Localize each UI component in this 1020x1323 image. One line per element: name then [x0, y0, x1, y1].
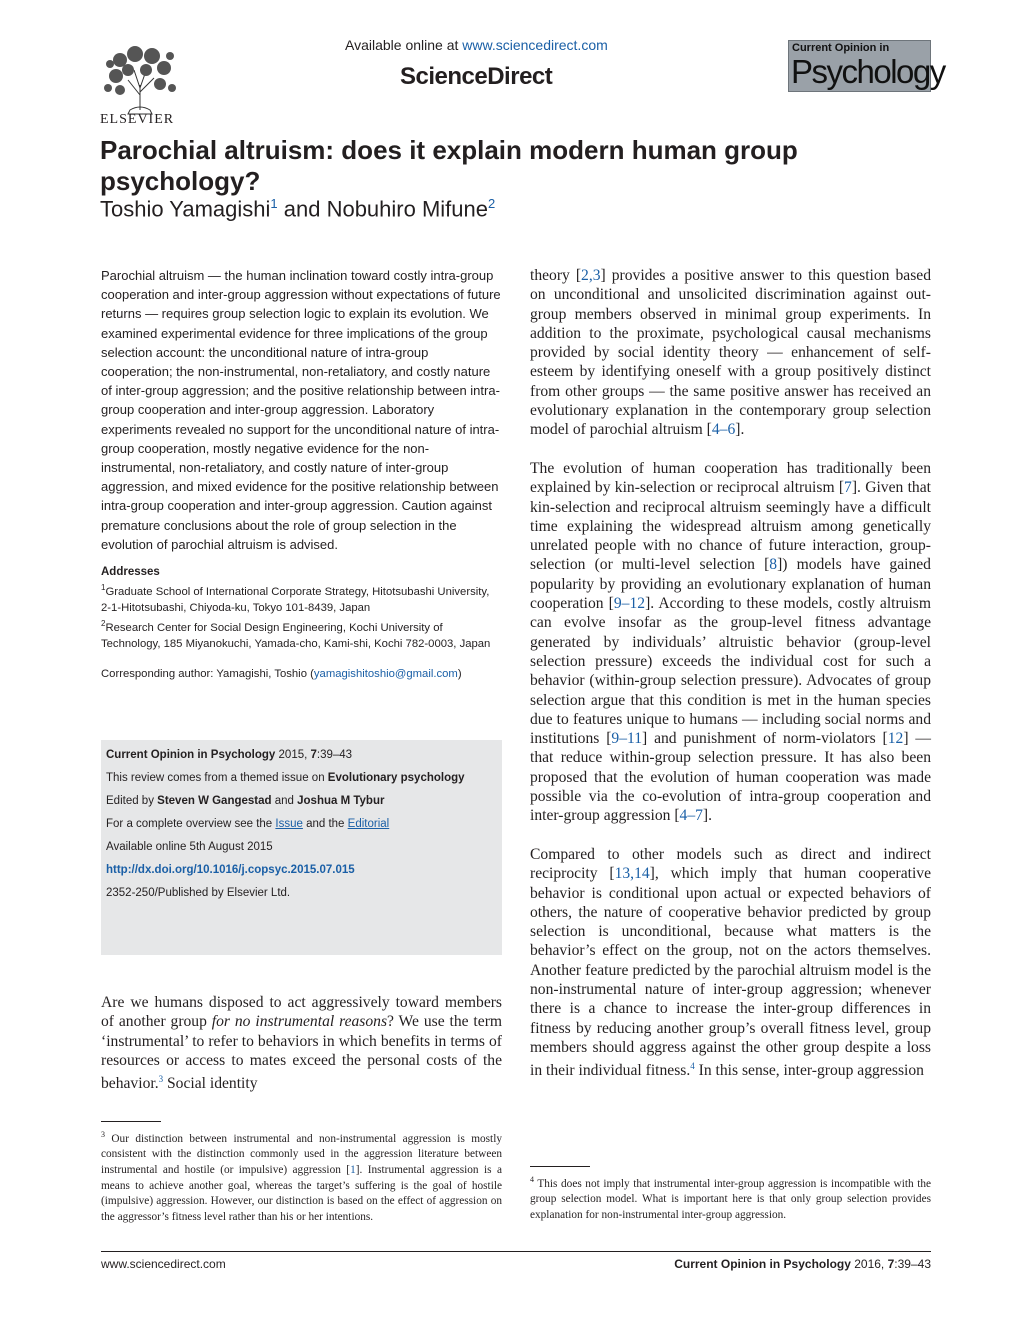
author-2-affiliation[interactable]: 2 [488, 196, 496, 211]
footer-citation: Current Opinion in Psychology 2016, 7:39–43 [674, 1257, 931, 1271]
body-paragraph-2: The evolution of human cooperation has traditionally been explained by kin-selection or reciprocal altruism [7]. Given that kin-selection and reciprocal altruism seemingly have a difficult time explaining the widespread altruism among genetically unrelated people with no chance of future interaction, group-selection (or multi-level selection [8]) models have gained popularity by providing an evolutionary explanation of human cooperation [9–12]. According to these models, costly altruism can evolve insofar as the group-level fitness advantage generated by individuals’ altruistic behavior (group-level selection pressure) exceeds the individual cost for such a behavior (within-group selection pressure). Advocates of group selection argue that this condition is met in the human species due to features unique to humans — including social norms and institutions [9–11] and punishment of norm-violators [12] — that reduce within-group selection pressure. It has also been proposed that the evolution of human cooperation was made possible via the co-evolution of intra-group cooperation and inter-group aggression [4–7]. [530, 459, 931, 825]
authors-and: and [277, 196, 327, 222]
right-column [530, 266, 931, 1100]
body-paragraph-3: Compared to other models such as direct and indirect reciprocity [13,14], which imply that human cooperative behavior is conditional upon actual or expected behaviors of others, the nature of cooperative behavior predicted by group selection is unconditional, because what matters is the behavior’s effect on the group, not on the actors themselves. Another feature predicted by the parochial altruism model is the non-instrumental nature of inter-group aggression; whenever there is a chance to increase the inter-group differences in fitness by reducing another group’s overall fitness level, group members should aggress against the other group despite a loss in their individual fitness.$^4$ In this sense, inter-group aggression [530, 845, 931, 1080]
editorial-link[interactable]: Editorial [347, 818, 390, 830]
addresses-heading: Addresses [101, 566, 160, 579]
body-left-paragraph: Are we humans disposed to act aggressively toward members of another group for no instrumental reasons? We use the term ‘instrumental’ to refer to behaviors in which benefits in terms of resources or access to mates exceed the personal costs of the behavior.$^3$ Social identity [101, 994, 503, 1093]
article-info-box [101, 740, 502, 955]
citation-link[interactable]: 4–6 [711, 421, 736, 439]
footnote-4-ref[interactable]: 4 [690, 1061, 695, 1072]
citation-link[interactable]: 9–12 [613, 595, 646, 613]
citation-link[interactable]: 4–7 [679, 807, 703, 825]
footnote-3: $^3$ Our distinction between instrumental and non-instrumental aggression is mostly consistent with the distinction commonly used in the aggression literature between instrumental and hostile (or impulsive) aggression [1]. Instrumental aggression is a means to achieve another goal, whereas the target’s suffering is the goal of hostile (impulsive) aggression. However, our distinction is based on the effect of aggression on the aggressor’s fitness level rather than his or her intentions. [101, 1130, 502, 1223]
footnote-3-ref[interactable]: 3 [158, 1074, 164, 1085]
left-column-front [101, 266, 502, 682]
available-prefix: Available online at [345, 37, 463, 53]
footnote-divider-right [530, 1166, 590, 1167]
author-email-link[interactable]: yamagishitoshio@gmail.com [313, 667, 458, 680]
author-1: Toshio Yamagishi [100, 196, 271, 222]
doi-link[interactable]: http://dx.doi.org/10.1016/j.copsyc.2015.07.015 [106, 864, 355, 876]
abstract: Parochial altruism — the human inclination toward costly intra-group cooperation and inter-group aggression without expectations of future returns — requires group selection logic to explain its evolution. We examined experimental evidence for three implications of the group selection account: the unconditional nature of intra-group cooperation; the non-instrumental, non-retaliatory, and costly nature of inter-group aggression; and the positive relationship between intra-group cooperation and inter-group aggression. Laboratory experiments revealed no support for the unconditional nature of intra-group cooperation, mostly negative evidence for the non-instrumental, non-retaliatory, and costly nature of inter-group aggression, and mixed evidence for the positive relationship between intra-group cooperation and inter-group aggression. Caution against premature conclusions about the role of group selection in the evolution of parochial altruism is advised. [101, 268, 501, 552]
address-2: $^2$Research Center for Social Design Engineering, Kochi University of Technology, 185 Miyanokuchi, Yamada-cho, Kami-shi, Kochi 782-0003, Japan [101, 618, 491, 650]
citation-link[interactable]: 13,14 [614, 865, 650, 883]
overview-row: For a complete overview see the Issue and the Editorial [106, 818, 390, 830]
footer-divider [101, 1251, 931, 1252]
footnote-4: $^4$ This does not imply that instrumental inter-group aggression is incompatible with the group selection model. What is important here is that only group selection provides explanation for non-instrumental inter-group aggression. [530, 1175, 931, 1221]
available-online [345, 37, 608, 53]
article-title: Parochial altruism: does it explain modern human group psychology? [100, 135, 798, 196]
addresses [101, 564, 502, 652]
journal-logo-line2: Psychology [791, 53, 945, 90]
body-paragraph-1: theory [2,3] provides a positive answer to this question based on unconditional and unsolicited discrimination against out-group members observed in minimal group experiments. In addition to the proximate, psychological causal mechanisms provided by social identity theory — enhancement of self-esteem by identifying oneself with a group positively distinct from other groups — the same positive answer has received an evolutionary explanation in the contemporary group selection model of parochial altruism [4–6]. [530, 267, 931, 439]
authors [100, 196, 495, 222]
citation-link[interactable]: 8 [769, 556, 778, 574]
online-date-row: Available online 5th August 2015 [106, 841, 273, 853]
citation-link[interactable]: 12 [887, 730, 904, 748]
footer-url[interactable]: www.sciencedirect.com [101, 1257, 226, 1271]
footnote-divider-left [101, 1121, 161, 1122]
editors-row: Edited by Steven W Gangestad and Joshua M Tybur [106, 795, 385, 807]
citation-link[interactable]: 1 [350, 1163, 356, 1176]
issn-row: 2352-250/Published by Elsevier Ltd. [106, 887, 291, 899]
journal-logo [788, 40, 945, 92]
address-1: $^1$Graduate School of International Corporate Strategy, Hitotsubashi University, 2-1-Hitotsubashi, Chiyoda-ku, Tokyo 101-8439, Japan [101, 583, 490, 614]
journal-logo-line1: Current Opinion in [792, 42, 890, 54]
citation-link[interactable]: 7 [844, 479, 852, 497]
theme-row: This review comes from a themed issue on Evolutionary psychology [106, 772, 465, 784]
corresponding-author: Corresponding author: Yamagishi, Toshio (yamagishitoshio@gmail.com) [101, 667, 462, 680]
author-2: Nobuhiro Mifune [326, 196, 489, 222]
citation-row: Current Opinion in Psychology 2015, 7:39–43 [106, 749, 353, 761]
publisher-name: ELSEVIER [100, 112, 175, 127]
sciencedirect-link[interactable]: www.sciencedirect.com [462, 37, 608, 53]
citation-link[interactable]: 2,3 [581, 267, 601, 284]
author-1-affiliation[interactable]: 1 [270, 196, 278, 211]
issue-link[interactable]: Issue [275, 818, 303, 830]
citation-link[interactable]: 9–11 [611, 730, 642, 748]
sciencedirect-logo: ScienceDirect [400, 63, 553, 90]
